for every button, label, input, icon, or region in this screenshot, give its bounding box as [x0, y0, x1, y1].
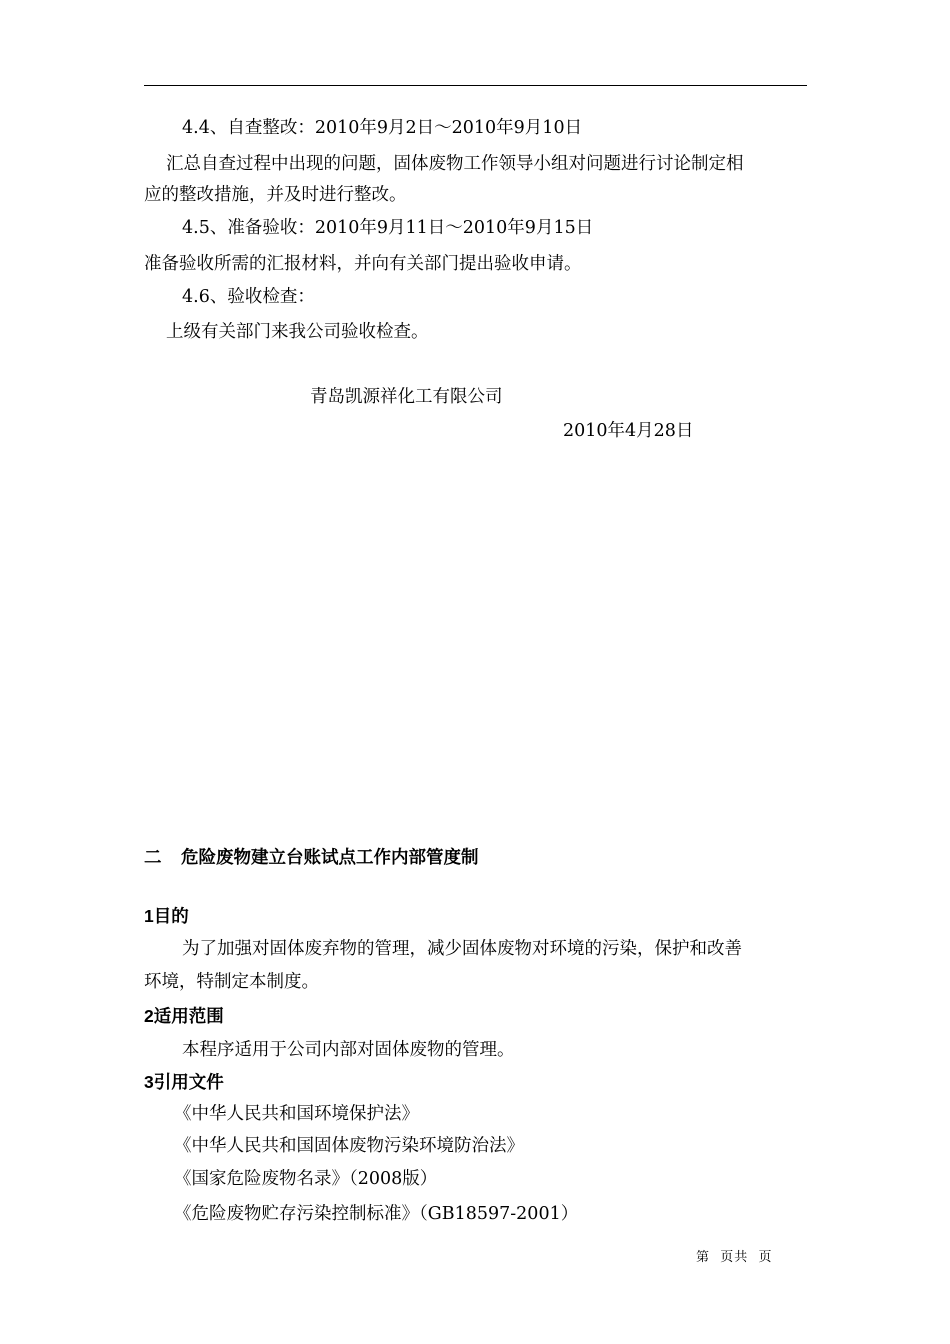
section-4-5-heading: 4.5、准备验收：2010年9月11日～2010年9月15日: [182, 218, 594, 238]
signature-date: 2010年4月28日: [563, 421, 694, 441]
section-4-4-body-line-2: 应的整改措施，并及时进行整改。: [144, 185, 407, 205]
page-footer: 第 页共 页: [696, 1250, 773, 1265]
purpose-body-line-1: 为了加强对固体废弃物的管理，减少固体废物对环境的污染，保护和改善: [182, 939, 742, 959]
section-4-6-body: 上级有关部门来我公司验收检查。: [166, 322, 429, 342]
scope-body: 本程序适用于公司内部对固体废物的管理。: [182, 1040, 515, 1060]
company-signature: 青岛凯源祥化工有限公司: [310, 387, 503, 407]
reference-item: 《中华人民共和国环境保护法》: [174, 1104, 419, 1124]
section-4-5-body: 准备验收所需的汇报材料，并向有关部门提出验收申请。: [144, 254, 582, 274]
reference-item: 《中华人民共和国固体废物污染环境防治法》: [174, 1136, 524, 1156]
part-2-title: 二 危险废物建立台账试点工作内部管度制: [144, 847, 479, 867]
scope-heading: 2适用范围: [144, 1006, 224, 1026]
reference-item: 《危险废物贮存污染控制标准》（GB18597-2001）: [174, 1204, 579, 1224]
purpose-body-line-2: 环境，特制定本制度。: [144, 972, 319, 992]
purpose-heading: 1目的: [144, 906, 189, 926]
header-rule: [144, 85, 807, 86]
section-4-6-heading: 4.6、验收检查：: [182, 287, 315, 307]
references-heading: 3引用文件: [144, 1072, 224, 1092]
section-4-4-body-line-1: 汇总自查过程中出现的问题，固体废物工作领导小组对问题进行讨论制定相: [166, 154, 744, 174]
reference-item: 《国家危险废物名录》（2008版）: [174, 1169, 438, 1189]
section-4-4-heading: 4.4、自查整改：2010年9月2日～2010年9月10日: [182, 118, 583, 138]
